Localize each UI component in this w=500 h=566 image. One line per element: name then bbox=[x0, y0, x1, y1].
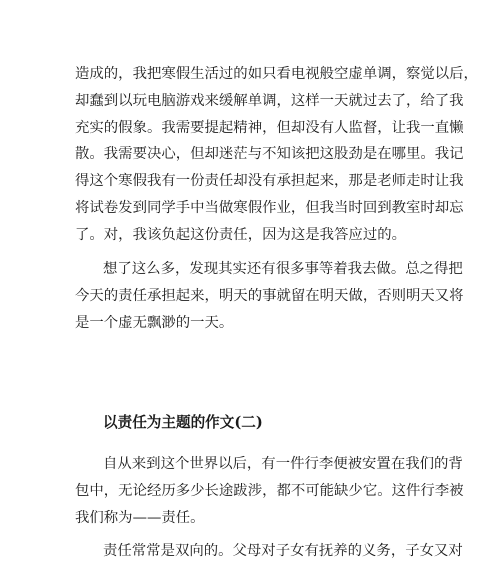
text-line: 却蠢到以玩电脑游戏来缓解单调，这样一天就过去了，给了我 bbox=[75, 92, 464, 109]
section-heading: 以责任为主题的作文(二) bbox=[103, 414, 263, 431]
text-line: 得这个寒假我有一份责任却没有承担起来，那是老师走时让我 bbox=[75, 173, 464, 190]
text-line: 充实的假象。我需要提起精神，但却没有人监督，让我一直懒 bbox=[75, 119, 464, 136]
text-line: 我们称为——责任。 bbox=[75, 509, 205, 526]
text-line: 了。对，我该负起这份责任，因为这是我答应过的。 bbox=[75, 226, 406, 243]
paragraph-3 bbox=[75, 451, 464, 531]
text-line: 散。我需要决心，但却迷茫与不知该把这股劲是在哪里。我记 bbox=[75, 146, 464, 163]
text-line: 将试卷发到同学手中当做寒假作业，但我当时回到教室时却忘 bbox=[75, 199, 464, 216]
paragraph-1 bbox=[75, 61, 478, 249]
paragraph-4 bbox=[75, 538, 463, 565]
text-line: 今天的责任承担起来，明天的事就留在明天做，否则明天又将 bbox=[75, 287, 464, 304]
text-line: 包中，无论经历多少长途跋涉，都不可能缺少它。这件行李被 bbox=[75, 482, 464, 499]
text-line: 造成的，我把寒假生活过的如只看电视般空虚单调，察觉以后， bbox=[75, 66, 478, 82]
text-line: 想了这么多，发现其实还有很多事等着我去做。总之得把 bbox=[103, 261, 463, 277]
text-line: 是一个虚无飘渺的一天。 bbox=[75, 314, 234, 331]
text-line: 自从来到这个世界以后，有一件行李便被安置在我们的背 bbox=[103, 456, 463, 472]
paragraph-2 bbox=[75, 256, 464, 336]
text-line: 责任常常是双向的。父母对子女有抚养的义务，子女又对 bbox=[103, 543, 463, 559]
